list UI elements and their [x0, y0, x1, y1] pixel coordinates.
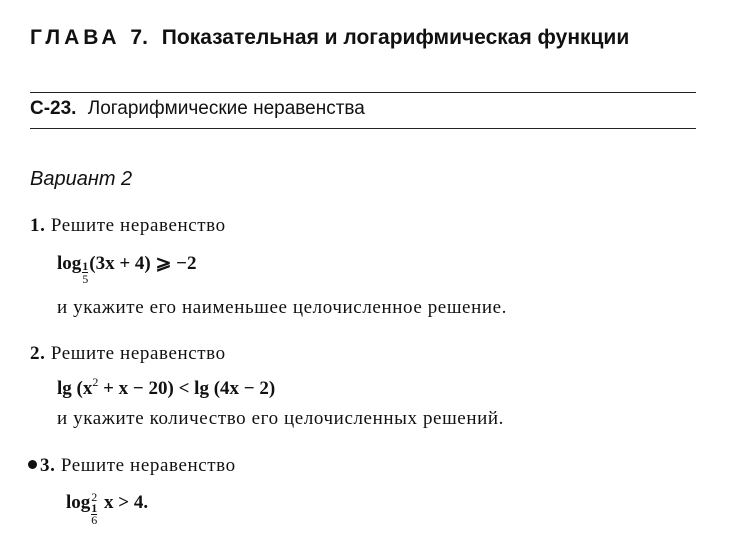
task-2-instruction: и укажите количество его целочисленных решений.: [57, 408, 504, 429]
task-1-log: log: [57, 253, 82, 274]
chapter-word: ГЛАВА: [30, 26, 121, 49]
task-3-expr: x > 4.: [99, 492, 149, 513]
task-3-number: 3.: [40, 455, 56, 476]
chapter-number: 7.: [130, 26, 148, 49]
task-2-part-a: lg (x: [57, 378, 93, 399]
section-heading: [30, 98, 365, 120]
section-code: С-23.: [30, 98, 77, 119]
task-3-prompt-text: Решите неравенство: [60, 455, 236, 476]
task-2-prompt-text: Решите неравенство: [50, 343, 226, 364]
chapter-heading: [30, 26, 629, 50]
task-2-formula: [57, 375, 275, 400]
section-title: Логарифмические неравенства: [87, 98, 365, 119]
task-1-prompt: [30, 215, 226, 237]
task-2-part-b: + x − 20) < lg (4x − 2): [98, 378, 276, 399]
top-rule: [30, 92, 696, 93]
task-3-log: log: [66, 492, 91, 513]
task-3-exp: 2: [91, 490, 98, 504]
task-1-base: [82, 260, 88, 285]
task-2-prompt: [30, 343, 226, 365]
task-2-number: 2.: [30, 343, 46, 364]
bottom-rule: [30, 128, 696, 129]
task-3-prompt: [28, 455, 236, 477]
task-2-exp: 2: [92, 375, 99, 389]
bullet-icon: [28, 460, 37, 469]
task-1-number: 1.: [30, 215, 46, 236]
task-1-prompt-text: Решите неравенство: [50, 215, 226, 236]
task-1-formula: [57, 252, 197, 285]
task-3-base: [91, 492, 97, 526]
task-3-base-num: 1: [91, 501, 98, 515]
task-1-base-den: 5: [82, 272, 89, 286]
variant-label: Вариант 2: [30, 168, 133, 190]
task-1-base-num: 1: [82, 259, 89, 273]
task-3-base-den: 6: [91, 513, 98, 527]
task-1-expr: (3x + 4) ⩾ −2: [89, 253, 197, 274]
chapter-title: Показательная и логарифмическая функции: [161, 26, 630, 49]
task-3-formula: [66, 492, 148, 526]
task-1-instruction: и укажите его наименьшее целочисленное решение.: [57, 297, 508, 318]
